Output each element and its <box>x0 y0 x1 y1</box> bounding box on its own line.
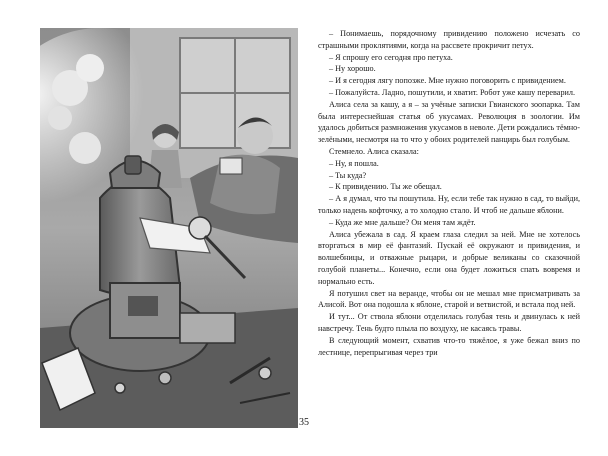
paragraph: – А я думал, что ты пошутила. Ну, если тебе так нужно в сад, то выйди, только надень кофточку, а то холодно стало. И чтоб не дальше яблони. <box>318 194 580 215</box>
paragraph: – Ну хорошо. <box>329 64 376 74</box>
paragraph: – И я сегодня лягу попозже. Мне нужно поговорить с привидением. <box>329 76 566 86</box>
paragraph: – Пожалуйста. Ладно, пошутили, и хватит. Робот уже кашу переварил. <box>329 87 576 97</box>
paragraph: Алиса села за кашу, а я – за учёные записки Гвианского зоопарка. Там была интереснейшая статья об укусамах. Революция в зоологии. Им удалось добиться размножения укусамов в неволе. Дети рождались тёмно-зелёными, несмотря на то что у обоих родителей панцирь был голубым. <box>318 99 580 145</box>
paragraph: – Ты куда? <box>329 170 367 180</box>
paragraph: И тут... От ствола яблони отделилась голубая тень и двинулась к ней навстречу. Тень будто плыла по воздуху, не касаясь травы. <box>318 312 580 333</box>
paragraph: Стемнело. Алиса сказала: <box>329 146 419 156</box>
paragraph: – Я спрошу его сегодня про петуха. <box>329 52 453 62</box>
paragraph: – Понимаешь, порядочному привидению положено исчезать со страшными проклятиями, когда на рассвете прокричит петух. <box>318 29 580 50</box>
paragraph: – Куда же мне дальше? Он меня там ждёт. <box>329 217 476 227</box>
paragraph: – К привидению. Ты же обещал. <box>329 182 442 192</box>
paragraph: Алиса убежала в сад. Я краем глаза следил за ней. Мне не хотелось вторгаться в мир её фантазий. Пускай её окружают и привидения, и волшебницы, и отважные рыцари, и добрые великаны со сказочной голубой планеты... Конечно, если она будет ложиться спать вовремя и нормально есть. <box>318 229 580 286</box>
page-text <box>318 28 580 358</box>
illustration-robot-kitchen <box>40 28 298 428</box>
paragraph: В следующий момент, схватив что-то тяжёлое, я уже бежал вниз по лестнице, перепрыгивая через три <box>318 335 580 357</box>
paragraph: Я потушил свет на веранде, чтобы он не мешал мне присматривать за Алисой. Вот она подошла к яблоне, старой и ветвистой, и встала под ней. <box>318 288 580 310</box>
page-number: 35 <box>299 417 309 428</box>
paragraph: – Ну, я пошла. <box>329 158 379 168</box>
